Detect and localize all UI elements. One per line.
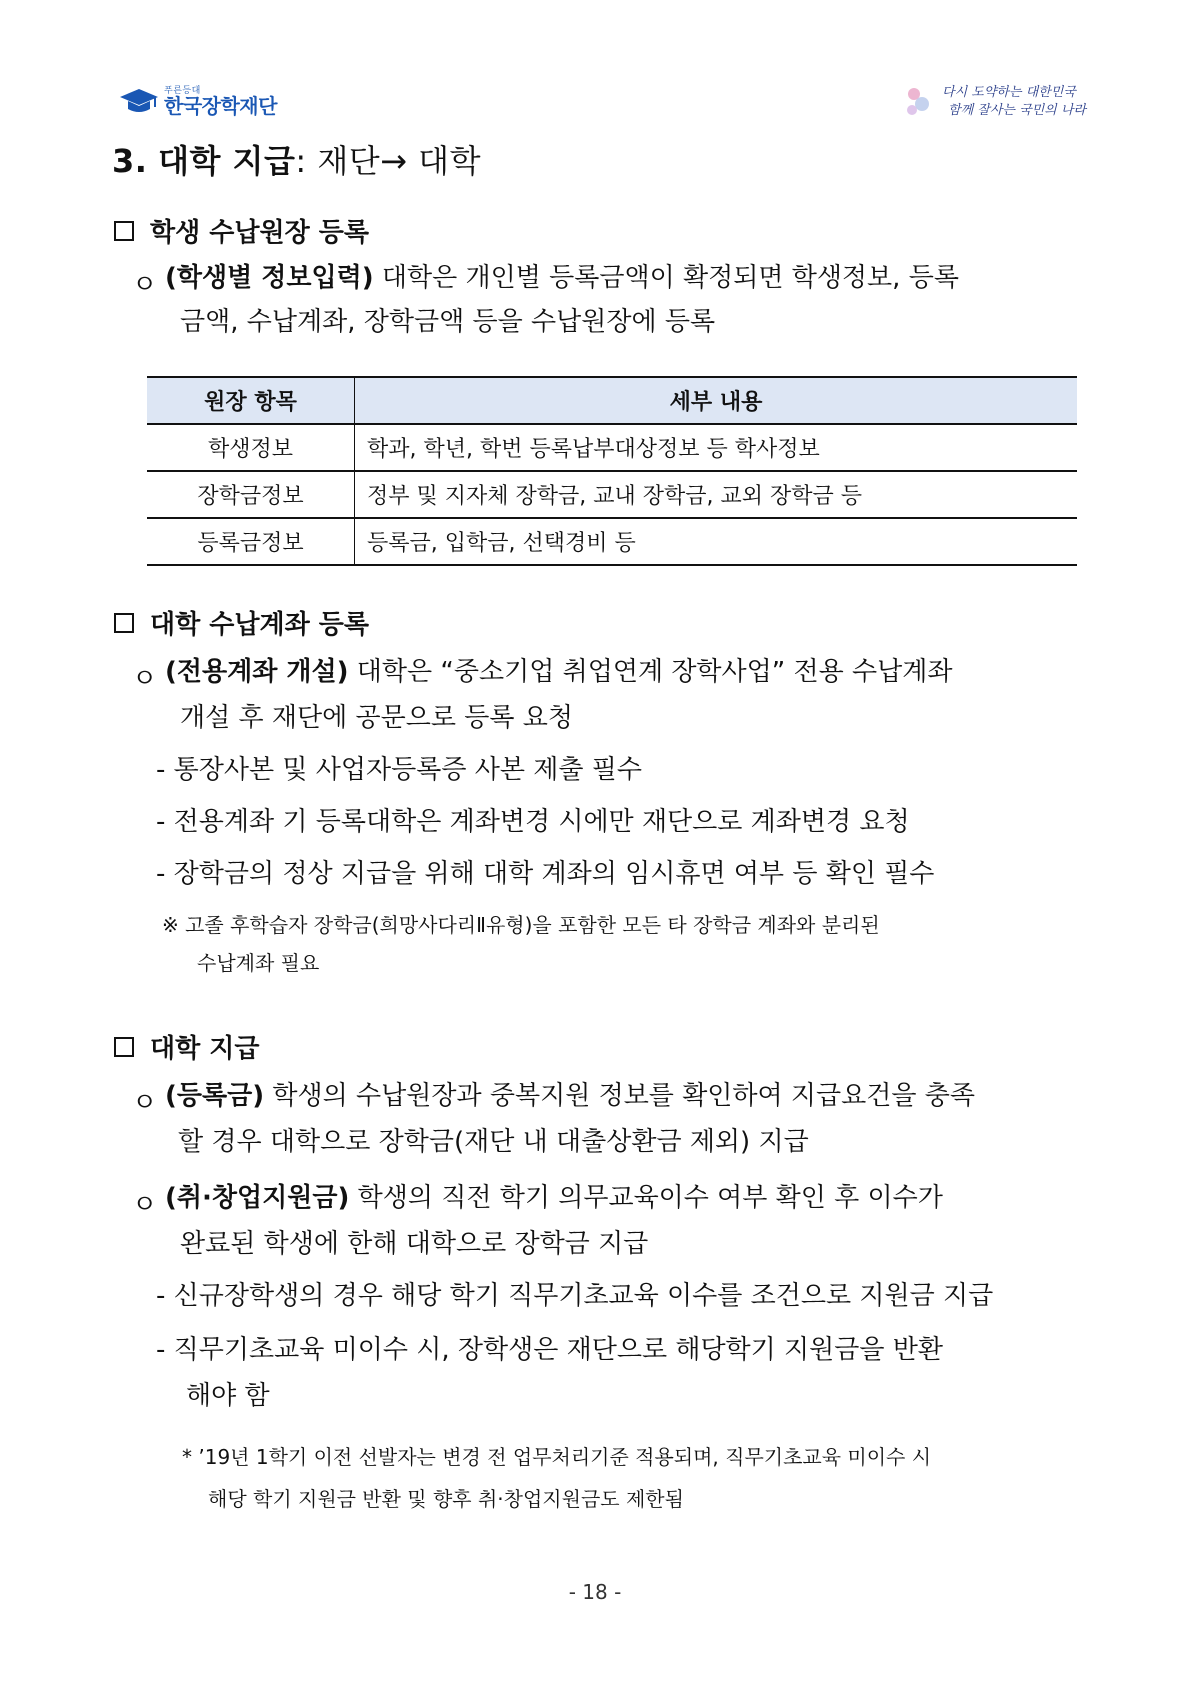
slogan-line-1: 다시 도약하는 대한민국 xyxy=(942,85,1076,101)
section-title-bold: 대학 지급 xyxy=(158,142,296,180)
note-line: ※ 고졸 후학습자 장학금(희망사다리Ⅱ유형)을 포함한 모든 타 장학금 계좌와 분리된 xyxy=(162,913,880,937)
paragraph-line xyxy=(165,1072,975,1120)
note-line: * ’19년 1학기 이전 선발자는 변경 전 업무처리기준 적용되며, 직무기초교육 미이수 시 xyxy=(182,1445,932,1469)
paragraph-text: 학생의 직전 학기 의무교육이수 여부 확인 후 이수가 xyxy=(349,1183,943,1213)
paragraph-text: 대학은 “중소기업 취업연계 장학사업” 전용 수납계좌 xyxy=(348,657,953,687)
slogan-flourish-icon xyxy=(902,84,936,120)
paragraph-line: 완료된 학생에 한해 대학으로 장학금 지급 xyxy=(180,1229,649,1259)
paragraph-lead: (등록금) xyxy=(165,1081,265,1111)
logo-name: 한국장학재단 xyxy=(164,93,277,118)
paragraph-line: 개설 후 재단에 공문으로 등록 요청 xyxy=(180,703,573,733)
subsection-heading-text: 대학 지급 xyxy=(150,1034,260,1064)
table-cell: 학생정보 xyxy=(147,424,355,471)
bullet-icon: ㅇ xyxy=(132,1088,158,1118)
dash-item: - 장학금의 정상 지급을 위해 대학 계좌의 임시휴면 여부 등 확인 필수 xyxy=(156,859,935,889)
bullet-icon: ㅇ xyxy=(132,270,158,300)
paragraph-line: 할 경우 대학으로 장학금(재단 내 대출상환금 제외) 지급 xyxy=(178,1127,809,1157)
paragraph-lead: (전용계좌 개설) xyxy=(165,657,349,687)
dash-item-continued: 해야 함 xyxy=(186,1381,270,1411)
table-row xyxy=(147,471,1077,518)
subsection-heading-text: 학생 수납원장 등록 xyxy=(150,218,370,248)
table-header-cell: 원장 항목 xyxy=(147,377,355,424)
checkbox-square-icon xyxy=(114,221,134,241)
bullet-icon: ㅇ xyxy=(132,664,158,694)
paragraph-lead: (취·창업지원금) xyxy=(165,1183,350,1213)
page-number: - 18 - xyxy=(568,1580,622,1604)
table-row xyxy=(147,424,1077,471)
checkbox-square-icon xyxy=(114,1037,134,1057)
table-cell: 등록금, 입학금, 선택경비 등 xyxy=(355,518,1078,565)
table-cell: 학과, 학년, 학번 등록납부대상정보 등 학사정보 xyxy=(355,424,1078,471)
ledger-items-table xyxy=(147,376,1077,566)
table-cell: 등록금정보 xyxy=(147,518,355,565)
subsection-heading-3 xyxy=(114,1028,260,1065)
subsection-heading-1 xyxy=(114,212,369,249)
subsection-heading-text: 대학 수납계좌 등록 xyxy=(150,610,370,640)
note-line: 수납계좌 필요 xyxy=(197,951,320,975)
paragraph-line xyxy=(165,1174,943,1222)
table-header-row xyxy=(147,377,1077,424)
subsection-heading-2 xyxy=(114,604,369,641)
section-number: 3. xyxy=(112,142,148,180)
bullet-icon: ㅇ xyxy=(132,1190,158,1220)
table-header-cell: 세부 내용 xyxy=(355,377,1078,424)
slogan-line-2: 함께 잘사는 국민의 나라 xyxy=(948,103,1086,118)
dash-item: - 전용계좌 기 등록대학은 계좌변경 시에만 재단으로 계좌변경 요청 xyxy=(156,807,910,837)
logo-tagline: 푸른등대 xyxy=(164,85,201,96)
table-cell: 정부 및 지자체 장학금, 교내 장학금, 교외 장학금 등 xyxy=(355,471,1078,518)
dash-item: - 직무기초교육 미이수 시, 장학생은 재단으로 해당학기 지원금을 반환 xyxy=(156,1335,944,1365)
checkbox-square-icon xyxy=(114,613,134,633)
table-row xyxy=(147,518,1077,565)
slogan-logo xyxy=(902,84,1086,120)
kosaf-logo xyxy=(118,86,277,116)
note-line: 해당 학기 지원금 반환 및 향후 취·창업지원금도 제한됨 xyxy=(208,1487,684,1511)
paragraph-text: 학생의 수납원장과 중복지원 정보를 확인하여 지급요건을 충족 xyxy=(264,1081,975,1111)
section-title xyxy=(112,136,481,182)
section-title-rest: : 재단→ 대학 xyxy=(295,142,481,180)
table-cell: 장학금정보 xyxy=(147,471,355,518)
graduation-cap-icon xyxy=(118,86,160,116)
paragraph-text: 대학은 개인별 등록금액이 확정되면 학생정보, 등록 xyxy=(373,263,959,293)
paragraph-line xyxy=(165,648,952,696)
paragraph-line xyxy=(165,254,959,302)
dash-item: - 신규장학생의 경우 해당 학기 직무기초교육 이수를 조건으로 지원금 지급 xyxy=(156,1281,994,1311)
dash-item: - 통장사본 및 사업자등록증 사본 제출 필수 xyxy=(156,755,642,785)
paragraph-lead: (학생별 정보입력) xyxy=(165,263,374,293)
paragraph-line: 금액, 수납계좌, 장학금액 등을 수납원장에 등록 xyxy=(180,307,716,337)
